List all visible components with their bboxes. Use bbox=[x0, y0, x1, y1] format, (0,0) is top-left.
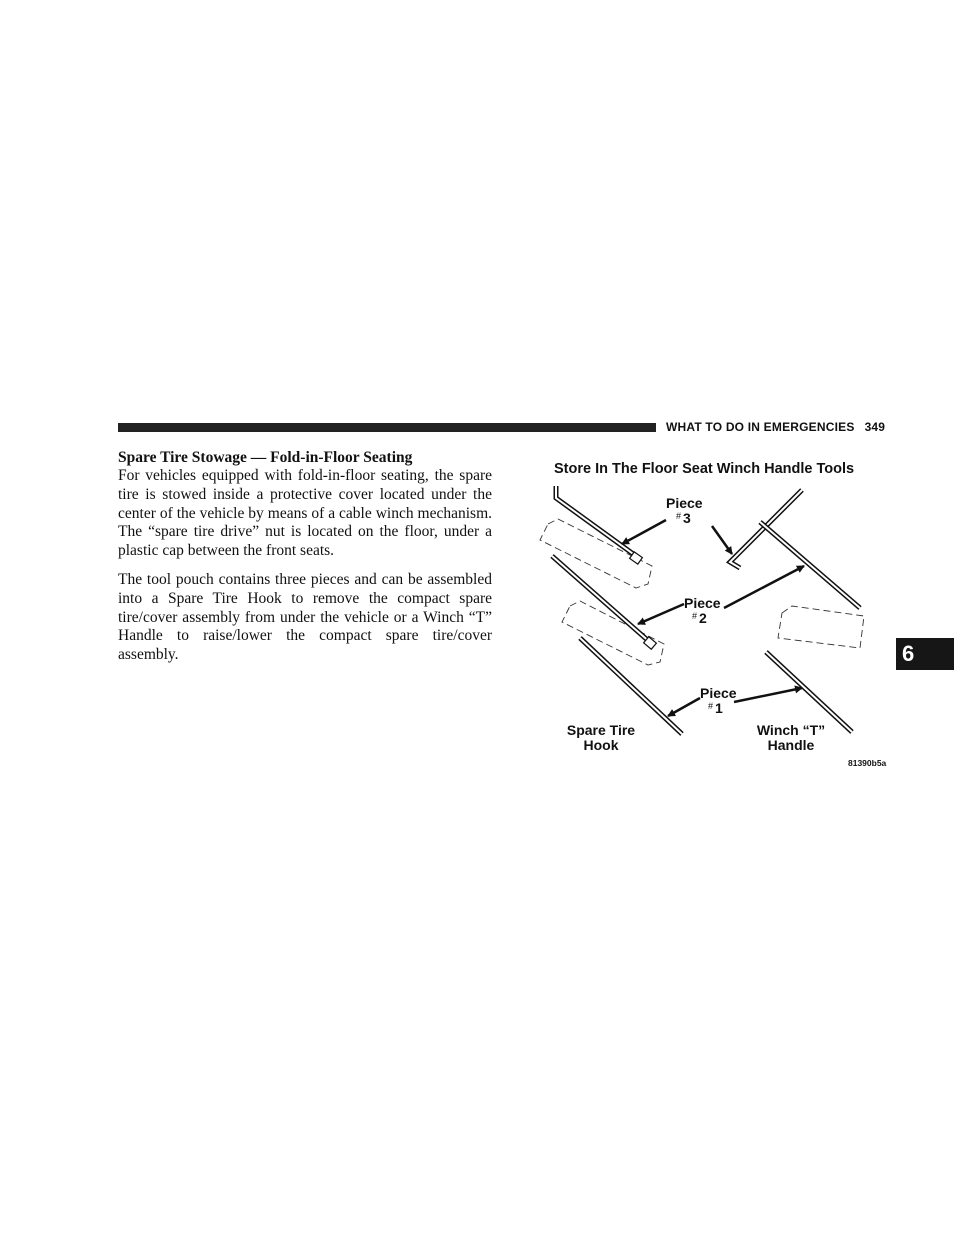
paragraph-1: For vehicles equipped with fold-in-floor seating, the spare tire is stowed inside a protective cover located under the center of the vehicle by means of a cable winch mechanism. The “spare tire drive” nut is located on the floor, under a plastic cap between the front seats. bbox=[118, 467, 492, 560]
piece-1-label: Piece bbox=[700, 685, 737, 701]
winch-t-handle-label: Winch “T” Handle bbox=[756, 722, 826, 753]
tools-illustration bbox=[534, 456, 894, 776]
section-title: WHAT TO DO IN EMERGENCIES bbox=[666, 420, 855, 434]
paragraph-2: The tool pouch contains three pieces and can be assembled into a Spare Tire Hook to remove the compact spare tire/cover assembly from under the vehicle or a Winch “T” Handle to raise/lower the compact spare tire/cover assembly. bbox=[118, 570, 492, 664]
header-rule bbox=[118, 423, 656, 432]
piece-1-number: # 1 bbox=[708, 700, 723, 716]
piece-3-number: # 3 bbox=[676, 510, 691, 526]
running-header bbox=[666, 420, 885, 434]
piece-3-left bbox=[556, 486, 642, 564]
section-heading: Spare Tire Stowage — Fold-in-Floor Seating bbox=[118, 449, 413, 466]
piece-2-number: # 2 bbox=[692, 610, 707, 626]
text-column bbox=[118, 448, 492, 675]
piece-2-label: Piece bbox=[684, 595, 721, 611]
piece-2-left bbox=[552, 556, 656, 649]
piece-3-label: Piece bbox=[666, 495, 703, 511]
figure-title: Store In The Floor Seat Winch Handle Tools bbox=[554, 461, 855, 477]
chapter-number: 6 bbox=[902, 641, 915, 666]
figure-code: 81390b5a bbox=[848, 758, 887, 768]
chapter-tab bbox=[896, 638, 954, 670]
t-handle-assembly bbox=[730, 490, 860, 732]
spare-tire-hook-label: Spare Tire Hook bbox=[566, 722, 636, 753]
piece-1-left bbox=[580, 638, 682, 734]
page-number: 349 bbox=[864, 420, 886, 434]
